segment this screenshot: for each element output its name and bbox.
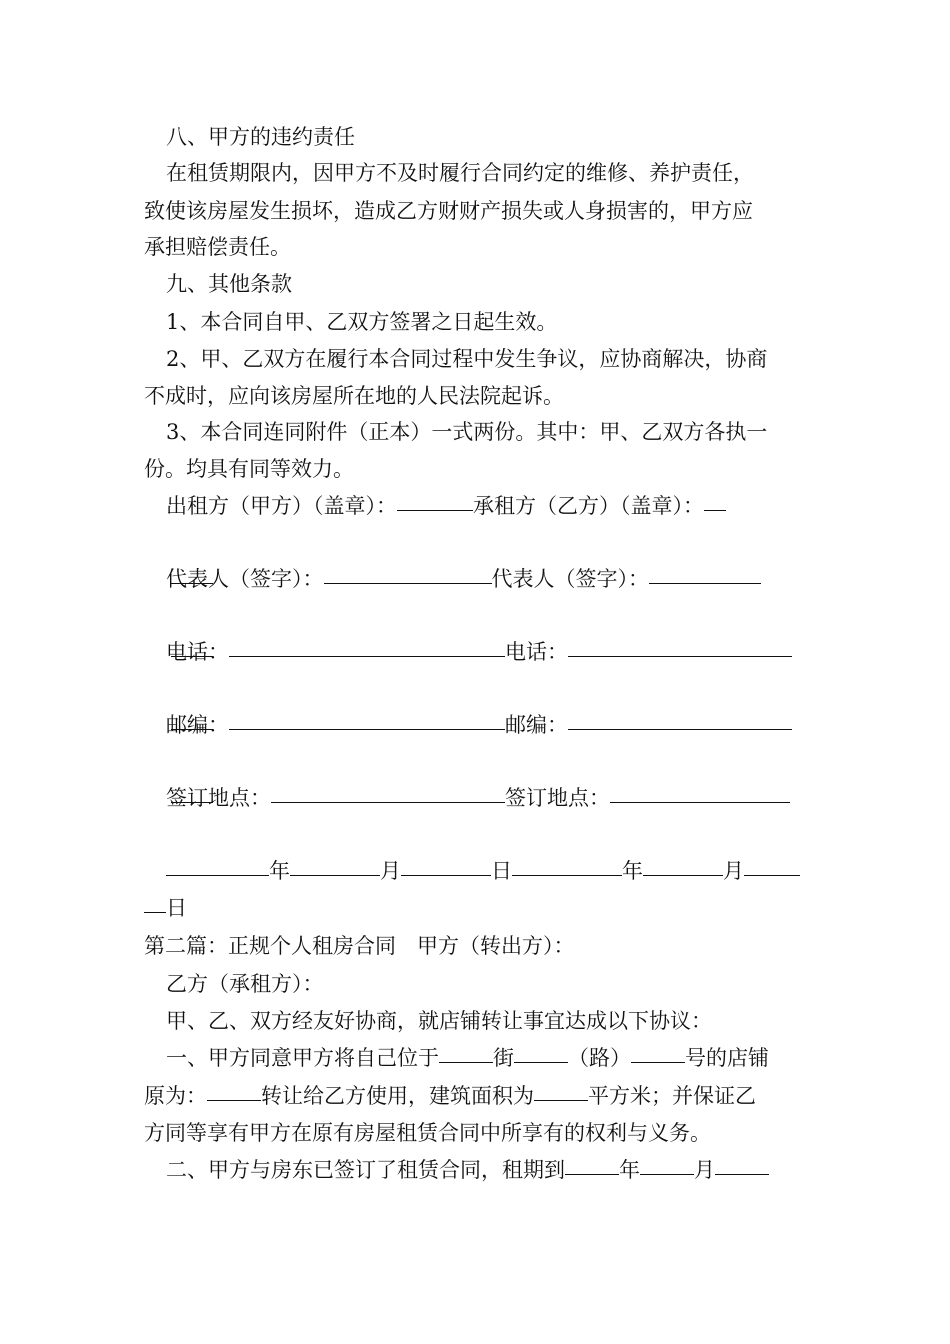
signature-row-seal-continued [144, 525, 810, 561]
lessor-phone-label: 电话： [166, 640, 229, 664]
lessor-month-blank [290, 853, 380, 876]
signature-row-phone [166, 634, 810, 670]
signature-row-date-continued [144, 890, 810, 926]
signature-row-date [166, 853, 810, 889]
lessor-zip-blank [229, 707, 505, 730]
lessee-place-label: 签订地点： [505, 786, 610, 810]
lessor-place-blank [271, 780, 505, 803]
lessor-rep-label: 代表人（签字）： [166, 567, 324, 591]
lease-day-blank [715, 1152, 769, 1175]
lessee-seal-blank [704, 488, 726, 511]
signature-row-zip [166, 707, 810, 743]
signature-row-zip-continued [144, 744, 810, 780]
clause-3-line-2: 份。均具有同等效力。 [144, 457, 354, 481]
lessee-phone-label: 电话： [505, 640, 568, 664]
lessor-year-label: 年 [269, 859, 290, 883]
street-blank [439, 1040, 493, 1063]
clause-2-line-1: 2、甲、乙双方在履行本合同过程中发生争议，应协商解决，协商 [166, 347, 768, 371]
clause-2-text-c: 月 [694, 1158, 715, 1182]
clause-2-line-2: 不成时，应向该房屋所在地的人民法院起诉。 [144, 384, 564, 408]
lessor-day-label: 日 [491, 859, 512, 883]
road-blank [514, 1040, 568, 1063]
signature-row-place-continued [144, 817, 810, 853]
clause-1-text-d: 号的店铺 [685, 1046, 769, 1070]
transfer-clause-1-line-3: 方同等享有甲方在原有房屋租赁合同中所享有的权利与义务。 [144, 1121, 711, 1145]
lessor-phone-blank [229, 634, 505, 657]
lessee-zip-blank [568, 707, 792, 730]
lessee-rep-label: 代表人（签字）： [491, 567, 649, 591]
clause-2-text-b: 年 [619, 1158, 640, 1182]
agreement-intro: 甲、乙、双方经友好协商，就店铺转让事宜达成以下协议： [166, 1009, 712, 1033]
signature-row-phone-continued [144, 671, 810, 707]
section-9-heading: 九、其他条款 [166, 272, 292, 296]
original-use-blank [207, 1078, 261, 1101]
lessee-year-blank [512, 853, 622, 876]
signature-row-representative [166, 561, 810, 597]
lessor-month-label: 月 [380, 859, 401, 883]
clause-2-text-a: 二、甲方与房东已签订了租赁合同，租期到 [166, 1158, 565, 1182]
lessee-place-blank [610, 780, 790, 803]
transfer-clause-2-line-1 [166, 1152, 810, 1188]
section-8-paragraph-line-2: 致使该房屋发生损坏，造成乙方财财产损失或人身损害的，甲方应 [144, 199, 753, 223]
lessee-day-blank [744, 853, 800, 876]
section-8-heading: 八、甲方的违约责任 [166, 125, 355, 149]
lessor-seal-label: 出租方（甲方）（盖章）： [166, 494, 397, 518]
signature-row-place [166, 780, 810, 816]
lessor-place-label: 签订地点： [166, 786, 271, 810]
lessee-month-label: 月 [723, 859, 744, 883]
lessor-zip-label: 邮编： [166, 713, 229, 737]
clause-1-text-e: 原为： [144, 1084, 207, 1108]
lease-year-blank [565, 1152, 619, 1175]
lessor-rep-blank [324, 561, 492, 584]
lessee-seal-label: 承租方（乙方）（盖章）： [473, 494, 704, 518]
lessee-phone-blank [568, 634, 792, 657]
transfer-clause-1-line-2 [144, 1078, 810, 1114]
lease-month-blank [640, 1152, 694, 1175]
area-blank [534, 1078, 588, 1101]
lessee-month-blank [643, 853, 723, 876]
lessee-year-label: 年 [622, 859, 643, 883]
signature-row-seal [166, 488, 810, 524]
clause-1-text-a: 一、甲方同意甲方将自己位于 [166, 1046, 439, 1070]
signature-row-representative-continued [144, 598, 810, 634]
number-blank [631, 1040, 685, 1063]
transfer-clause-1-line-1 [166, 1040, 810, 1076]
lessee-zip-label: 邮编： [505, 713, 568, 737]
clause-1-text-c: （路） [568, 1046, 631, 1070]
lessor-day-blank [401, 853, 491, 876]
lessor-seal-blank [397, 488, 473, 511]
clause-1: 1、本合同自甲、乙双方签署之日起生效。 [166, 310, 558, 334]
clause-1-text-b: 街 [493, 1046, 514, 1070]
lessor-year-blank [166, 853, 269, 876]
section-8-paragraph-line-3: 承担赔偿责任。 [144, 235, 291, 259]
section-8-paragraph-line-1: 在租赁期限内，因甲方不及时履行合同约定的维修、养护责任， [166, 161, 754, 185]
lessee-day-label: 日 [166, 896, 187, 920]
clause-1-text-g: 平方米；并保证乙 [588, 1084, 756, 1108]
clause-3-line-1: 3、本合同连同附件（正本）一式两份。其中：甲、乙双方各执一 [166, 420, 768, 444]
lessee-day-blank-continued [144, 890, 166, 913]
party-b-line: 乙方（承租方）： [166, 972, 324, 996]
part-2-title: 第二篇：正规个人租房合同 甲方（转出方）： [144, 934, 575, 958]
lessee-rep-blank [649, 561, 761, 584]
clause-1-text-f: 转让给乙方使用，建筑面积为 [261, 1084, 534, 1108]
